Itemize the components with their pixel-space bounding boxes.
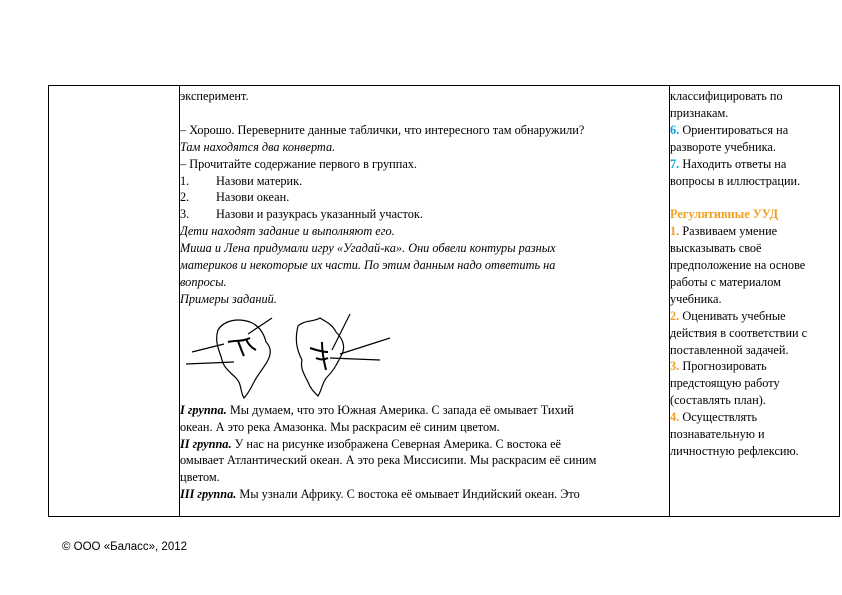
south-america-outline xyxy=(217,320,271,398)
text-line: (составлять план). xyxy=(670,393,766,408)
list-item: 3. Назови и разукрась указанный участок. xyxy=(180,207,423,222)
text-line: Дети находят задание и выполняют его. xyxy=(180,224,395,239)
copyright-footer: © ООО «Баласс», 2012 xyxy=(62,541,188,553)
group-paragraph: II группа. У нас на рисунке изображена Северная Америка. С востока её xyxy=(180,436,561,451)
text-line: Примеры заданий. xyxy=(180,291,277,306)
arrow xyxy=(340,338,390,354)
text-line: цветом. xyxy=(180,470,220,485)
text-line: Там находятся два конверта. xyxy=(180,139,336,154)
text-line: предположение на основе xyxy=(670,258,806,273)
list-item: 2. Назови океан. xyxy=(180,190,290,205)
text-line: учебника. xyxy=(670,291,722,306)
text-line: вопросы в иллюстрации. xyxy=(670,173,801,188)
section-heading: Регулятивные УУД xyxy=(670,207,779,222)
text-line: вопросы. xyxy=(180,274,227,289)
text-line: – Прочитайте содержание первого в группах. xyxy=(180,156,417,171)
text-line: классифицировать по xyxy=(670,89,783,103)
text-line: высказывать своё xyxy=(670,241,762,256)
continent-outlines-figure xyxy=(180,312,410,402)
text-line: эксперимент. xyxy=(180,89,249,103)
group-paragraph: III группа. Мы узнали Африку. С востока её омывает Индийский океан. Это xyxy=(180,487,580,502)
group-paragraph: I группа. Мы думаем, что это Южная Америка. С запада её омывает Тихий xyxy=(180,402,574,417)
uud-item: 6. Ориентироваться на xyxy=(670,122,789,137)
arrow xyxy=(332,314,350,350)
arrow xyxy=(248,318,272,334)
text-line: личностную рефлексию. xyxy=(670,444,799,459)
uud-item: 4. Осуществлять xyxy=(670,410,758,425)
text-line: поставленной задачей. xyxy=(670,342,789,357)
uud-column xyxy=(670,88,835,460)
text-line: океан. А это река Амазонка. Мы раскрасим её синим цветом. xyxy=(180,419,500,434)
north-america-outline xyxy=(296,318,343,396)
uud-item: 2. Оценивать учебные xyxy=(670,308,786,323)
arrow xyxy=(186,362,234,364)
mississippi-river xyxy=(310,342,328,370)
text-line: материков и некоторые их части. По этим данным надо ответить на xyxy=(180,258,556,273)
text-line: признакам. xyxy=(670,105,729,120)
lesson-table xyxy=(48,85,840,517)
text-line: познавательную и xyxy=(670,427,765,442)
arrow xyxy=(330,358,380,360)
text-line: работы с материалом xyxy=(670,274,781,289)
text-line: действия в соответствии с xyxy=(670,325,808,340)
uud-item: 7. Находить ответы на xyxy=(670,156,787,171)
amazon-river xyxy=(228,338,256,356)
text-line: развороте учебника. xyxy=(670,139,776,154)
text-line: предстоящую работу xyxy=(670,376,780,391)
uud-item: 3. Прогнозировать xyxy=(670,359,767,374)
text-line: Миша и Лена придумали игру «Угадай-ка». Они обвели контуры разных xyxy=(180,241,556,256)
text-line: – Хорошо. Переверните данные таблички, что интересного там обнаружили? xyxy=(180,122,585,137)
uud-item: 1. Развиваем умение xyxy=(670,224,778,239)
list-item: 1. Назови материк. xyxy=(180,173,303,188)
text-line: омывает Атлантический океан. А это река Миссисипи. Мы раскрасим её синим xyxy=(180,453,597,468)
activity-column xyxy=(180,88,670,503)
